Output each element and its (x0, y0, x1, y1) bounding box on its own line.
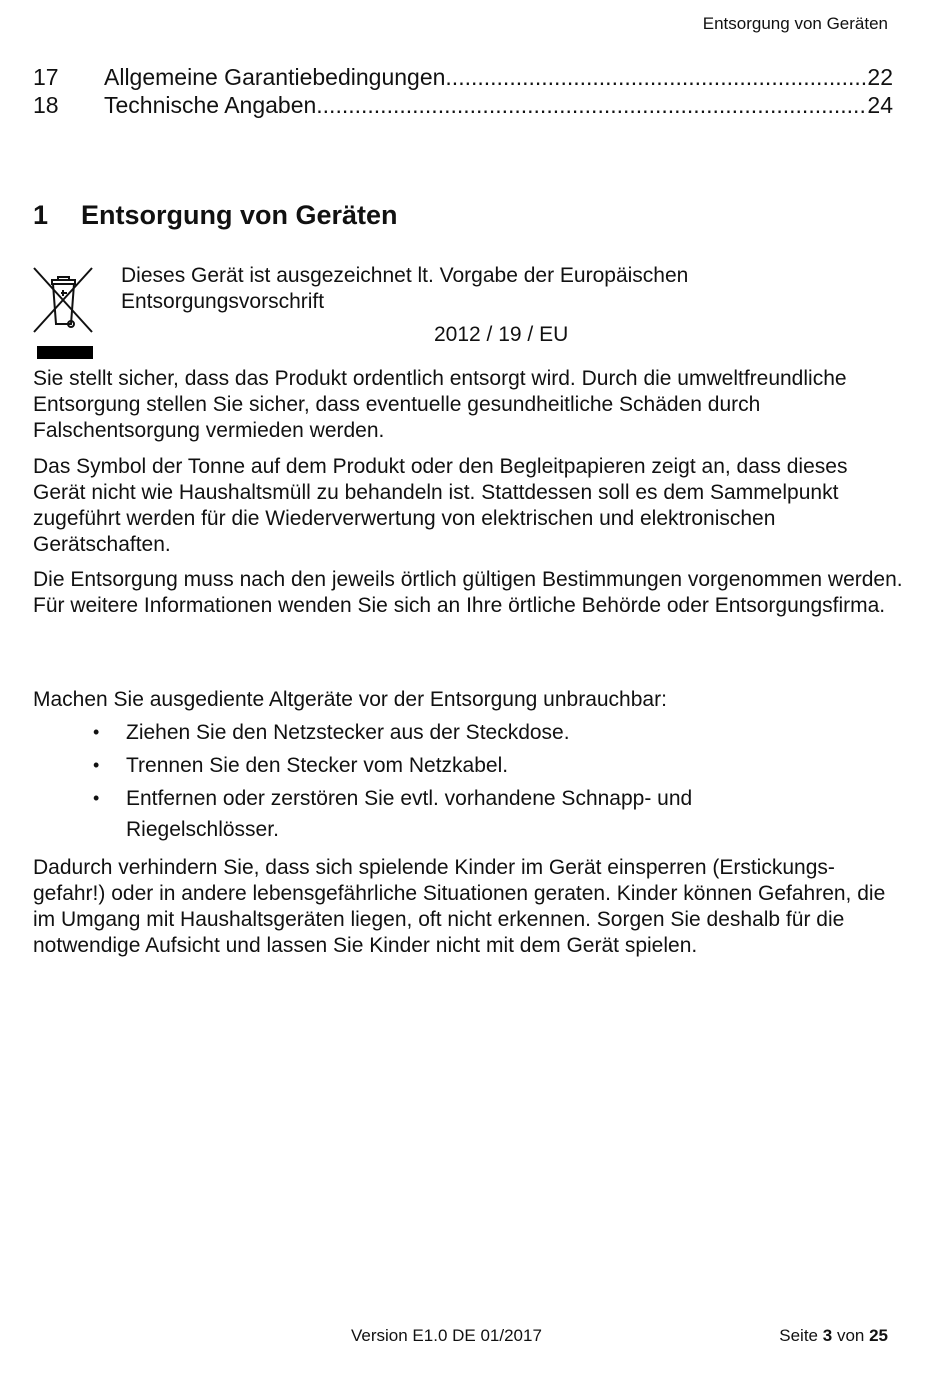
toc-leader (445, 64, 867, 91)
toc-entry[interactable] (33, 92, 893, 120)
closing-paragraph: Dadurch verhindern Sie, dass sich spielende Kinder im Gerät einsperren (Erstickungs-gefahr!) oder in andere lebensgefährliche Situationen geraten. Kinder können Gefahren, die im Umgang mit Haushaltsgeräten liegen, oft nicht erkennen. Sorgen Sie deshalb für die notwendige Aufsicht und lassen Sie Kinder nicht mit dem Gerät spielen. (33, 856, 886, 957)
toc-page: 24 (867, 92, 893, 118)
running-header: Entsorgung von Geräten (702, 14, 888, 33)
toc-number: 17 (33, 64, 59, 90)
bullet-list (93, 717, 893, 847)
bullet-icon: • (93, 722, 100, 742)
toc-title: Technische Angaben (104, 92, 317, 118)
toc-page: 22 (867, 64, 893, 90)
section-number: 1 (33, 200, 49, 230)
section-heading (33, 200, 398, 231)
footer-version: Version E1.0 DE 01/2017 (351, 1326, 542, 1345)
list-item: • Ziehen Sie den Netzstecker aus der Steckdose. (93, 717, 893, 748)
toc-title: Allgemeine Garantiebedingungen (104, 64, 446, 90)
table-of-contents (33, 64, 893, 120)
paragraph: Das Symbol der Tonne auf dem Produkt oder den Begleitpapieren zeigt an, dass dieses Gerät nicht wie Haushaltsmüll zu behandeln ist. Stattdessen soll es dem Sammelpunkt zugeführt werden für die Wiederverwertung von elektrischen und elektronischen Gerätschaften. (33, 455, 848, 556)
toc-number: 18 (33, 92, 59, 118)
list-item: • Trennen Sie den Stecker vom Netzkabel. (93, 750, 893, 781)
list-intro: Machen Sie ausgediente Altgeräte vor der Entsorgung unbrauchbar: (33, 688, 667, 711)
toc-leader (316, 92, 867, 119)
directive-number: 2012 / 19 / EU (434, 323, 569, 346)
section-title: Entsorgung von Geräten (81, 200, 398, 230)
paragraph: Die Entsorgung muss nach den jeweils örtlich gültigen Bestimmungen vorgenommen werden. Für weitere Informationen wenden Sie sich an Ihre örtliche Behörde oder Entsorgungsfirma. (33, 568, 903, 617)
bullet-icon: • (93, 755, 100, 775)
bullet-icon: • (93, 788, 100, 808)
weee-crossed-bin-icon (33, 266, 93, 360)
toc-entry[interactable] (33, 64, 893, 92)
paragraph: Sie stellt sicher, dass das Produkt ordentlich entsorgt wird. Durch die umweltfreundliche Entsorgung stellen Sie sicher, dass eventuelle gesundheitliche Schäden durch Falschentsorgung vermieden werden. (33, 367, 847, 442)
footer-page-number: Seite 3 von 25 (779, 1326, 888, 1345)
icon-intro-text: Dieses Gerät ist ausgezeichnet lt. Vorgabe der Europäischen Entsorgungsvorschrift (121, 264, 689, 313)
list-item: • Entfernen oder zerstören Sie evtl. vorhandene Schnapp- und Riegelschlösser. (93, 783, 893, 845)
